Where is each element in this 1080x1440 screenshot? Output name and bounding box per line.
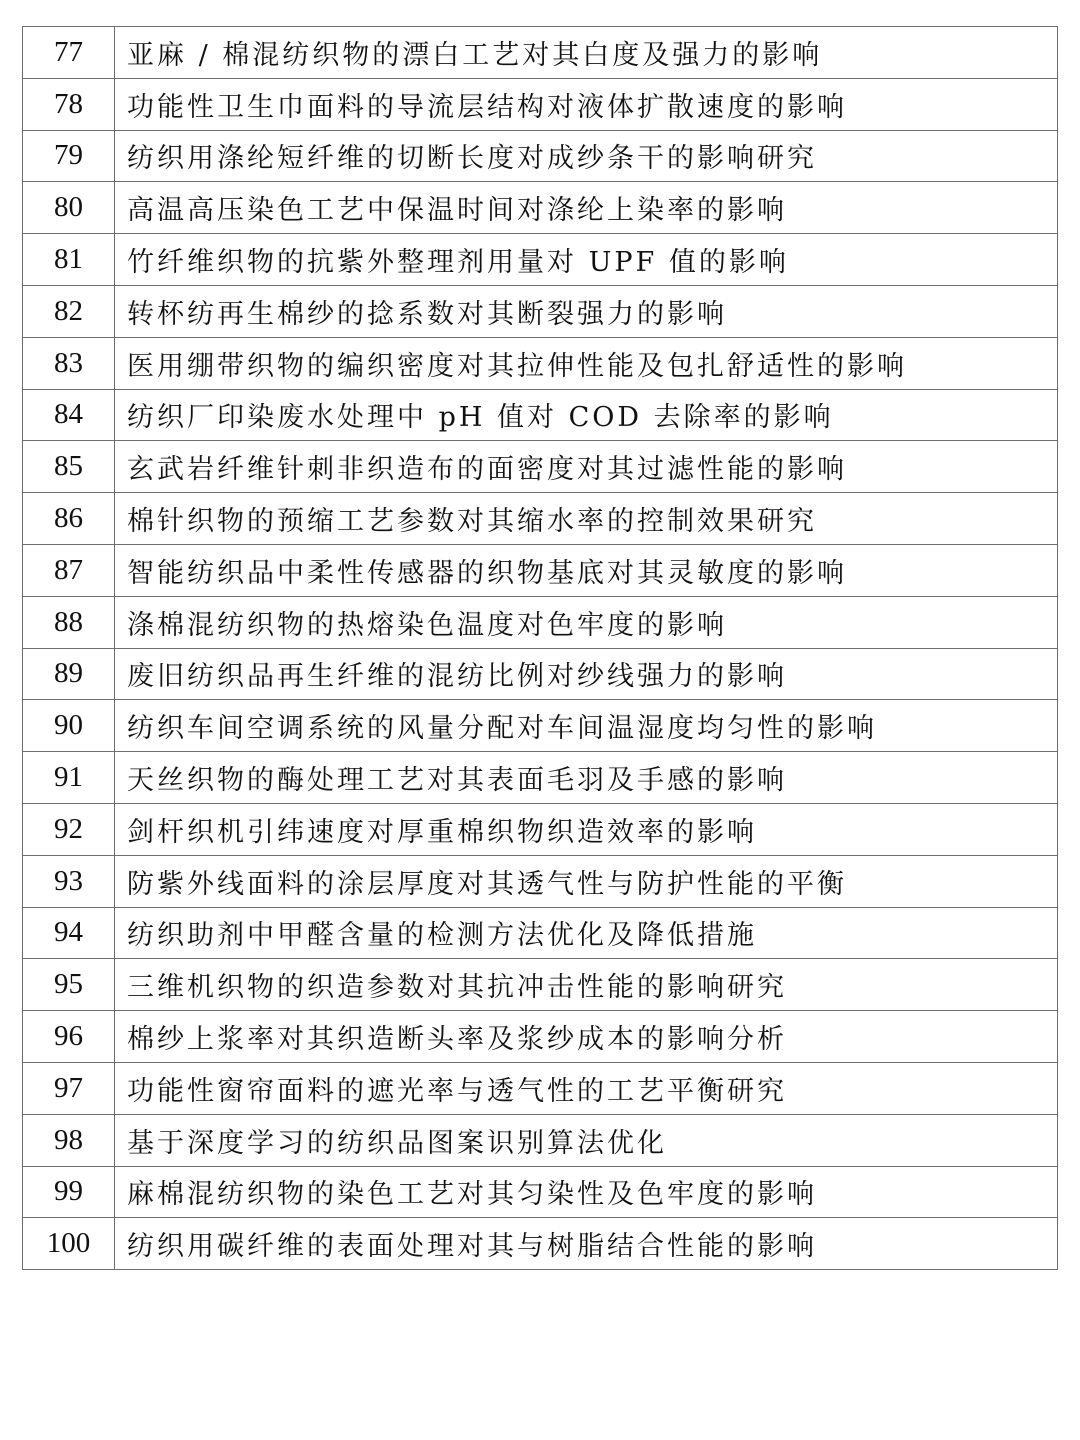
table-row xyxy=(23,959,1058,1011)
row-title: 三维机织物的织造参数对其抗冲击性能的影响研究 xyxy=(115,959,1058,1011)
row-title: 棉纱上浆率对其织造断头率及浆纱成本的影响分析 xyxy=(115,1011,1058,1063)
table-row xyxy=(23,544,1058,596)
row-title: 功能性卫生巾面料的导流层结构对液体扩散速度的影响 xyxy=(115,78,1058,130)
row-number: 95 xyxy=(23,959,115,1011)
row-title: 纺织厂印染废水处理中 pH 值对 COD 去除率的影响 xyxy=(115,389,1058,441)
table-row xyxy=(23,855,1058,907)
table-row xyxy=(23,182,1058,234)
table-row xyxy=(23,389,1058,441)
row-number: 89 xyxy=(23,648,115,700)
table-row xyxy=(23,1166,1058,1218)
row-number: 91 xyxy=(23,752,115,804)
table-row xyxy=(23,493,1058,545)
table-row xyxy=(23,234,1058,286)
row-number: 96 xyxy=(23,1011,115,1063)
table-row xyxy=(23,337,1058,389)
row-title: 基于深度学习的纺织品图案识别算法优化 xyxy=(115,1114,1058,1166)
row-number: 99 xyxy=(23,1166,115,1218)
row-number: 84 xyxy=(23,389,115,441)
row-title: 棉针织物的预缩工艺参数对其缩水率的控制效果研究 xyxy=(115,493,1058,545)
row-number: 85 xyxy=(23,441,115,493)
row-title: 竹纤维织物的抗紫外整理剂用量对 UPF 值的影响 xyxy=(115,234,1058,286)
row-number: 90 xyxy=(23,700,115,752)
row-title: 废旧纺织品再生纤维的混纺比例对纱线强力的影响 xyxy=(115,648,1058,700)
table-row xyxy=(23,907,1058,959)
row-number: 92 xyxy=(23,803,115,855)
row-title: 转杯纺再生棉纱的捻系数对其断裂强力的影响 xyxy=(115,285,1058,337)
table-row xyxy=(23,1011,1058,1063)
row-title: 智能纺织品中柔性传感器的织物基底对其灵敏度的影响 xyxy=(115,544,1058,596)
row-title: 玄武岩纤维针刺非织造布的面密度对其过滤性能的影响 xyxy=(115,441,1058,493)
row-title: 功能性窗帘面料的遮光率与透气性的工艺平衡研究 xyxy=(115,1062,1058,1114)
row-title: 纺织车间空调系统的风量分配对车间温湿度均匀性的影响 xyxy=(115,700,1058,752)
topic-table xyxy=(22,26,1058,1270)
table-row xyxy=(23,285,1058,337)
row-number: 86 xyxy=(23,493,115,545)
row-title: 纺织助剂中甲醛含量的检测方法优化及降低措施 xyxy=(115,907,1058,959)
row-number: 78 xyxy=(23,78,115,130)
row-number: 83 xyxy=(23,337,115,389)
row-number: 87 xyxy=(23,544,115,596)
table-row xyxy=(23,130,1058,182)
row-number: 80 xyxy=(23,182,115,234)
row-number: 98 xyxy=(23,1114,115,1166)
table-row xyxy=(23,78,1058,130)
row-title: 纺织用碳纤维的表面处理对其与树脂结合性能的影响 xyxy=(115,1218,1058,1270)
row-title: 医用绷带织物的编织密度对其拉伸性能及包扎舒适性的影响 xyxy=(115,337,1058,389)
row-number: 88 xyxy=(23,596,115,648)
table-row xyxy=(23,700,1058,752)
row-title: 天丝织物的酶处理工艺对其表面毛羽及手感的影响 xyxy=(115,752,1058,804)
row-number: 100 xyxy=(23,1218,115,1270)
row-number: 79 xyxy=(23,130,115,182)
table-row xyxy=(23,1114,1058,1166)
topic-table-body xyxy=(23,27,1058,1270)
table-row xyxy=(23,752,1058,804)
row-number: 82 xyxy=(23,285,115,337)
table-row xyxy=(23,648,1058,700)
row-number: 97 xyxy=(23,1062,115,1114)
row-number: 77 xyxy=(23,27,115,79)
table-row xyxy=(23,596,1058,648)
row-number: 81 xyxy=(23,234,115,286)
row-title: 高温高压染色工艺中保温时间对涤纶上染率的影响 xyxy=(115,182,1058,234)
row-title: 涤棉混纺织物的热熔染色温度对色牢度的影响 xyxy=(115,596,1058,648)
row-number: 94 xyxy=(23,907,115,959)
row-title: 防紫外线面料的涂层厚度对其透气性与防护性能的平衡 xyxy=(115,855,1058,907)
table-row xyxy=(23,803,1058,855)
row-title: 纺织用涤纶短纤维的切断长度对成纱条干的影响研究 xyxy=(115,130,1058,182)
row-title: 麻棉混纺织物的染色工艺对其匀染性及色牢度的影响 xyxy=(115,1166,1058,1218)
row-title: 剑杆织机引纬速度对厚重棉织物织造效率的影响 xyxy=(115,803,1058,855)
table-row xyxy=(23,1062,1058,1114)
table-row xyxy=(23,441,1058,493)
table-row xyxy=(23,27,1058,79)
table-row xyxy=(23,1218,1058,1270)
row-title: 亚麻 / 棉混纺织物的漂白工艺对其白度及强力的影响 xyxy=(115,27,1058,79)
row-number: 93 xyxy=(23,855,115,907)
